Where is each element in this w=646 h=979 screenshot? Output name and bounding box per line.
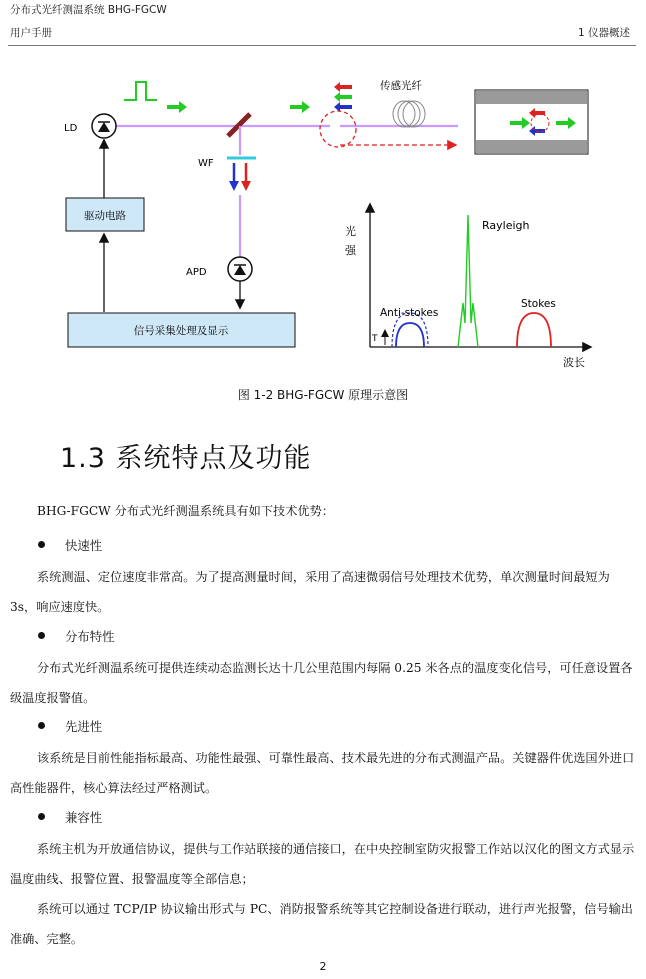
stokes-label: Stokes: [521, 298, 556, 310]
document-title: 分布式光纤测温系统 BHG-FGCW: [10, 4, 167, 16]
section-title: 1.3 系统特点及功能: [60, 443, 312, 474]
temperature-mark: T: [372, 334, 378, 344]
feature-text-2: 分布式光纤测温系统可提供连续动态监测长达十几公里范围内每隔 0.25 米各点的温度变化信号，可任意设置各级温度报警值。: [10, 661, 633, 705]
signal-processing-label: 信号采集处理及显示: [133, 325, 229, 337]
fiber-coil: [393, 101, 415, 127]
green-arrow-2: [290, 101, 310, 113]
rayleigh-label: Rayleigh: [482, 219, 530, 232]
figure-caption: 图 1-2 BHG-FGCW 原理示意图: [237, 388, 409, 402]
anti-stokes-label: Anti-stokes: [380, 307, 439, 319]
page-number: 2: [319, 960, 327, 973]
header-rule: [8, 45, 636, 46]
intro-paragraph: BHG-FGCW 分布式光纤测温系统具有如下技术优势：: [37, 504, 334, 518]
stokes-peak: [517, 313, 551, 347]
linkage-paragraph: 系统可以通过 TCP/IP 协议输出形式与 PC、消防报警系统等其它控制设备进行联动，进行声光报警，信号输出准确、完整。: [10, 902, 633, 946]
rayleigh-peak: [458, 215, 478, 347]
document-subtitle: 用户手册: [10, 27, 52, 39]
ld-label: LD: [64, 123, 78, 134]
drive-circuit-label: 驱动电路: [84, 210, 126, 222]
anti-stokes-peak: [396, 323, 424, 347]
fiber-label: 传感光纤: [380, 80, 422, 92]
apd-label: APD: [186, 267, 207, 278]
y-axis-label-1: 光: [345, 225, 356, 238]
feature-text-4: 系统主机为开放通信协议，提供与工作站联接的通信接口，在中央控制室防灾报警工作站以汉化的图文方式显示温度曲线、报警位置、报警温度等全部信息；: [10, 842, 635, 886]
feature-title-4: 兼容性: [38, 808, 102, 826]
feature-text-3: 该系统是目前性能指标最高、功能性最强、可靠性最高、技术最先进的分布式测温产品。关键器件优选国外进口高性能器件，核心算法经过严格测试。: [10, 751, 635, 795]
fiber-loop: [320, 111, 356, 147]
feature-title-1: 快速性: [38, 536, 102, 554]
wf-label: WF: [198, 158, 214, 169]
feature-title-3: 先进性: [38, 717, 102, 735]
principle-diagram: [0, 55, 646, 385]
feature-text-1: 系统测温、定位速度非常高。为了提高测量时间，采用了高速微弱信号处理技术优势，单次测量时间最短为 3s，响应速度快。: [10, 570, 610, 614]
green-arrow-1: [167, 101, 187, 113]
y-axis-label-2: 强: [345, 244, 356, 257]
chapter-label: 1 仪器概述: [577, 27, 630, 39]
feature-title-2: 分布特性: [38, 627, 115, 645]
pulse-waveform: [124, 82, 157, 100]
x-axis-label: 波长: [563, 356, 585, 369]
